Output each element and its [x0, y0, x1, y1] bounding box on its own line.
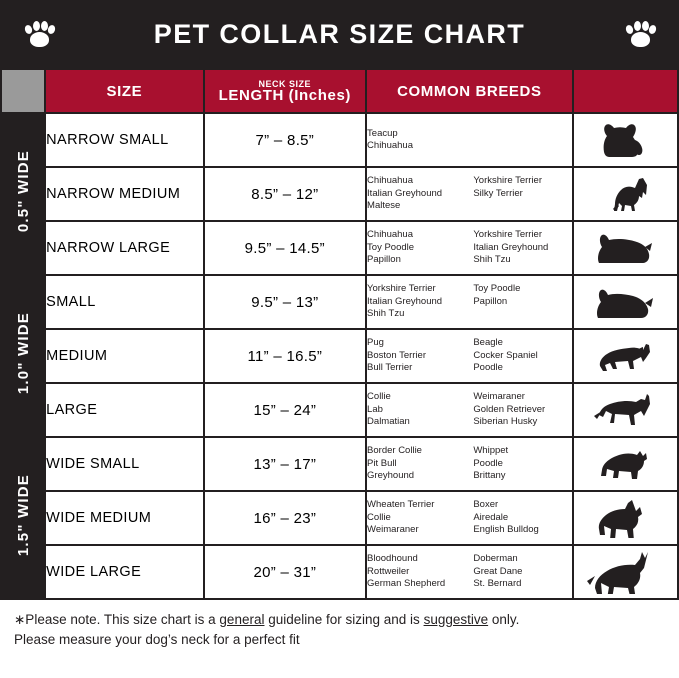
table-row [1, 167, 678, 221]
dog-silhouette-boxer-icon [573, 491, 678, 545]
breeds-left [367, 175, 465, 213]
breed-item: Poodle [473, 457, 503, 469]
breed-item: Teacup [367, 127, 398, 139]
footnote-line-1 [14, 610, 665, 630]
breed-item: Yorkshire Terrier [367, 283, 436, 295]
breeds-cell [366, 437, 573, 491]
breed-item: Airedale [473, 511, 509, 523]
page-title: PET COLLAR SIZE CHART [153, 18, 526, 49]
breed-item: Italian Greyhound [367, 295, 443, 307]
dog-silhouette-pitbull-icon [573, 437, 678, 491]
breed-item: Lab [367, 403, 383, 415]
breed-item: Bull Terrier [367, 362, 413, 374]
breeds-right [473, 499, 571, 537]
breed-item: Boxer [473, 499, 499, 511]
footnote-line-2: Please measure your dog’s neck for a perfect fit [14, 632, 300, 647]
paw-icon [22, 19, 56, 49]
dog-silhouette-husky-icon [573, 383, 678, 437]
size-label: WIDE MEDIUM [45, 491, 203, 545]
table-row [1, 113, 678, 167]
group-label: 0.5" WIDE [14, 150, 32, 233]
breed-item: Toy Poodle [367, 241, 415, 253]
paw-icon [623, 19, 657, 49]
breed-item: Border Collie [367, 445, 422, 457]
footnote-text-b: guideline for sizing and is [264, 612, 424, 627]
breed-item: St. Bernard [473, 578, 522, 590]
breeds-left [367, 553, 465, 591]
breed-item: Yorkshire Terrier [473, 229, 542, 241]
breed-item: Weimaraner [473, 391, 525, 403]
length-value: 9.5” – 14.5” [204, 221, 366, 275]
breed-item: Toy Poodle [473, 283, 521, 295]
dog-silhouette-beagle-icon [573, 329, 678, 383]
breeds-left [367, 128, 465, 153]
footnote-text-a: ∗Please note. This size chart is a [14, 612, 220, 627]
dog-silhouette-doberman-icon [573, 545, 678, 599]
breed-item: Papillon [473, 295, 508, 307]
breed-item: English Bulldog [473, 524, 539, 536]
breed-item: Rottweiler [367, 565, 410, 577]
size-label: LARGE [45, 383, 203, 437]
breed-item: Shih Tzu [367, 308, 405, 320]
breed-item: Beagle [473, 337, 503, 349]
breeds-left [367, 391, 465, 429]
breeds-right [473, 391, 571, 429]
table-row [1, 383, 678, 437]
header-icon [573, 69, 678, 113]
length-value: 15” – 24” [204, 383, 366, 437]
breeds-cell [366, 221, 573, 275]
breed-item: Greyhound [367, 470, 415, 482]
breeds-left [367, 229, 465, 267]
breeds-cell [366, 113, 573, 167]
size-label: NARROW MEDIUM [45, 167, 203, 221]
breed-item: Dalmatian [367, 416, 410, 428]
size-label: NARROW SMALL [45, 113, 203, 167]
breeds-right [473, 445, 571, 483]
footnote-text-c: only. [488, 612, 520, 627]
header-neck-size: NECK SIZE [258, 78, 312, 89]
length-value: 11” – 16.5” [204, 329, 366, 383]
breeds-cell [366, 167, 573, 221]
footnote [0, 600, 679, 650]
length-value: 8.5” – 12” [204, 167, 366, 221]
breed-item: Collie [367, 511, 391, 523]
table-row [1, 329, 678, 383]
breeds-left [367, 337, 465, 375]
breed-item: Yorkshire Terrier [473, 175, 542, 187]
breed-item: Shih Tzu [473, 254, 511, 266]
breed-item: Boston Terrier [367, 349, 427, 361]
header-breeds: COMMON BREEDS [366, 69, 573, 113]
footnote-underline-general: general [219, 612, 265, 627]
breed-item: Bloodhound [367, 553, 418, 565]
page-header [0, 0, 679, 68]
breed-item: Great Dane [473, 565, 523, 577]
breeds-cell [366, 383, 573, 437]
breeds-right [473, 175, 571, 213]
length-value: 13” – 17” [204, 437, 366, 491]
breed-item: Poodle [473, 362, 503, 374]
table-header-row [1, 69, 678, 113]
breeds-cell [366, 491, 573, 545]
group-label: 1.5" WIDE [14, 474, 32, 557]
breed-item: Italian Greyhound [473, 241, 549, 253]
group-label-cell [1, 275, 45, 437]
size-label: SMALL [45, 275, 203, 329]
breed-item: Weimaraner [367, 524, 419, 536]
breed-item: Pit Bull [367, 457, 397, 469]
breeds-cell [366, 329, 573, 383]
breeds-cell [366, 275, 573, 329]
breed-item: Doberman [473, 553, 518, 565]
group-label-cell [1, 437, 45, 599]
size-label: NARROW LARGE [45, 221, 203, 275]
footnote-underline-suggestive: suggestive [423, 612, 489, 627]
size-chart-table [0, 68, 679, 600]
breed-item: Maltese [367, 200, 401, 212]
table-row [1, 491, 678, 545]
header-length [204, 69, 366, 113]
table-row [1, 437, 678, 491]
breed-item: Italian Greyhound [367, 187, 443, 199]
breeds-left [367, 499, 465, 537]
table-body [1, 113, 678, 599]
breed-item: Cocker Spaniel [473, 349, 538, 361]
size-label: WIDE LARGE [45, 545, 203, 599]
breeds-right [473, 283, 571, 321]
breed-item: Brittany [473, 470, 506, 482]
breed-item: Wheaten Terrier [367, 499, 435, 511]
breeds-right [473, 128, 571, 153]
breeds-left [367, 283, 465, 321]
breed-item: German Shepherd [367, 578, 446, 590]
header-corner [1, 69, 45, 113]
breed-item: Golden Retriever [473, 403, 546, 415]
breeds-left [367, 445, 465, 483]
size-label: WIDE SMALL [45, 437, 203, 491]
length-value: 7” – 8.5” [204, 113, 366, 167]
header-size: SIZE [45, 69, 203, 113]
dog-silhouette-yorkie-icon [573, 113, 678, 167]
breeds-cell [366, 545, 573, 599]
breed-item: Chihuahua [367, 140, 414, 151]
breed-item: Chihuahua [367, 229, 414, 241]
length-value: 16” – 23” [204, 491, 366, 545]
breed-item: Collie [367, 391, 391, 403]
table-row [1, 275, 678, 329]
breed-item: Pug [367, 337, 384, 349]
breeds-right [473, 229, 571, 267]
size-label: MEDIUM [45, 329, 203, 383]
group-label-cell [1, 113, 45, 275]
header-length-label: LENGTH (Inches) [218, 86, 351, 104]
breed-item: Siberian Husky [473, 416, 538, 428]
breeds-right [473, 337, 571, 375]
size-chart-table-wrap [0, 68, 679, 600]
table-row [1, 545, 678, 599]
breed-item: Chihuahua [367, 175, 414, 187]
group-label: 1.0" WIDE [14, 312, 32, 395]
breeds-right [473, 553, 571, 591]
length-value: 9.5” – 13” [204, 275, 366, 329]
breed-item: Papillon [367, 254, 401, 266]
breed-item: Silky Terrier [473, 187, 523, 199]
dog-silhouette-pomeranian-icon [573, 221, 678, 275]
table-row [1, 221, 678, 275]
dog-silhouette-chihuahua-icon [573, 167, 678, 221]
length-value: 20” – 31” [204, 545, 366, 599]
dog-silhouette-shihtzu-icon [573, 275, 678, 329]
breed-item: Whippet [473, 445, 509, 457]
